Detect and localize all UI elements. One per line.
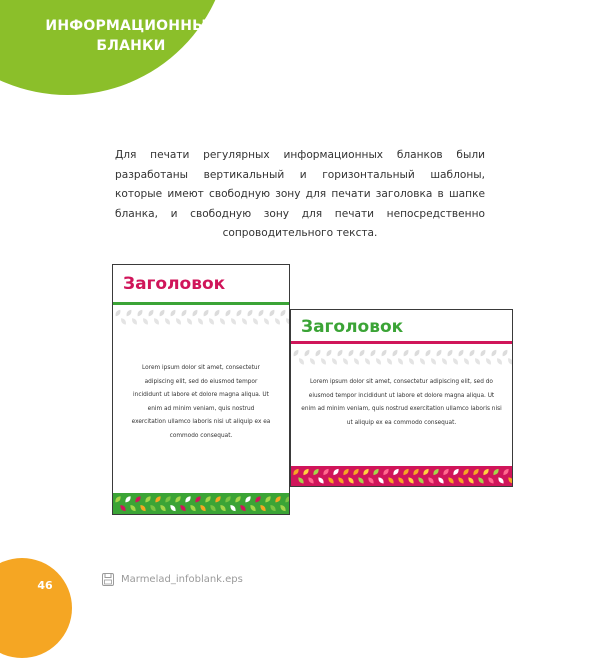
footer-corner-circle [0,558,72,658]
vertical-blank-header-rule [113,302,289,305]
file-icon [102,573,114,586]
vertical-blank-title: Заголовок [123,274,226,294]
horizontal-blank-mockup [290,309,513,487]
file-name: Marmelad_infoblank.eps [121,574,243,585]
horizontal-blank-title: Заголовок [301,317,404,337]
vertical-blank-bottom-band [113,493,290,514]
horizontal-blank-bottom-band [291,466,513,486]
section-title: ИНФОРМАЦИОННЫЕ БЛАНКИ [45,18,217,54]
vertical-blank-top-pattern [113,307,290,327]
page-number: 46 [37,579,53,592]
vertical-blank-mockup [112,264,290,515]
horizontal-blank-header-rule [291,341,512,344]
horizontal-blank-body-text: Lorem ipsum dolor sit amet, consectetur adipiscing elit, sed do eiusmod tempor incididunt ut labore et dolore magna aliqua. Ut enim ad minim veniam, quis nostrud exercitation ullamco laboris nisi ut aliquip ex ea commodo consequat. [301,379,502,426]
horizontal-blank-top-pattern [291,347,513,367]
vertical-blank-body-text: Lorem ipsum dolor sit amet, consectetur adipiscing elit, sed do eiusmod tempor incididunt ut labore et dolore magna aliqua. Ut enim ad minim veniam, quis nostrud exercitation ullamco laboris nisi ut aliquip ex ea commodo consequat. [131,365,271,439]
intro-paragraph: Для печати регулярных информационных бланков были разработаны вертикальный и горизонтальный шаблоны, которые имеют свободную зону для печати заголовка в шапке бланка, и свободную зону для печати непосредственно сопроводительного текста. [115,149,485,239]
